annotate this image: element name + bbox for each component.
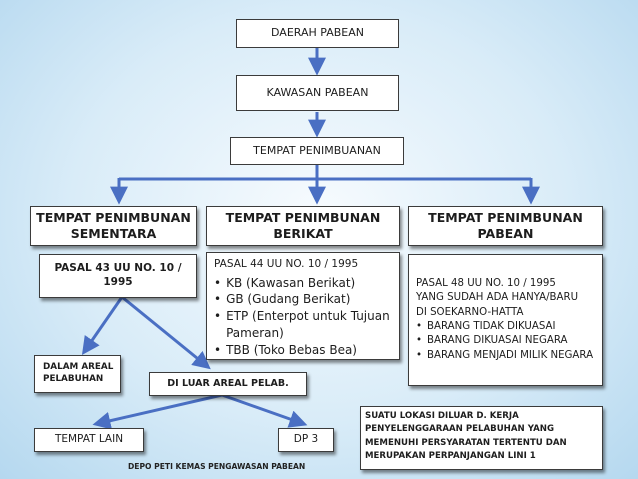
list-item: • BARANG TIDAK DIKUASAI [416,321,556,332]
list-item: • BARANG MENJADI MILIK NEGARA [416,349,594,361]
arrow-pasal43-to-dalam [84,297,122,352]
node-tempat-penimbunan-berikat [206,206,400,246]
list-item: • ETP (Enterpot untuk Tujuan Pameran) [214,309,390,341]
node-label: PASAL 43 UU NO. 10 / 1995 [54,262,182,288]
pasal44-list [214,275,392,359]
node-label: DI LUAR AREAL PELAB. [167,377,289,389]
node-label: KAWASAN PABEAN [266,85,369,99]
node-tempat-lain [34,428,144,452]
description-line: MEMENUHI PERSYARATAN TERTENTU DAN [365,437,567,448]
pasal48-line: DI SOEKARNO-HATTA [416,306,524,318]
list-item: • TBB (Toko Bebas Bea) [214,342,357,357]
node-pasal-43 [39,254,197,298]
node-label: TEMPAT LAIN [54,433,124,446]
node-label: TEMPAT PENIMBUNAN PABEAN [428,210,583,241]
node-label: DAERAH PABEAN [271,26,364,40]
node-di-luar-areal [149,372,307,396]
node-pasal-48 [408,254,603,386]
depo-caption: DEPO PETI KEMAS PENGAWASAN PABEAN [128,462,306,471]
node-label: TEMPAT PENIMBUANAN [253,143,381,157]
arrow-luar-to-dp3 [222,395,304,424]
pasal48-title: PASAL 48 UU NO. 10 / 1995 [416,277,556,289]
node-dp3 [278,428,334,452]
list-item: • BARANG DIKUASAI NEGARA [416,335,568,347]
node-kawasan-pabean [236,75,399,111]
list-item: • GB (Gudang Berikat) [214,292,351,307]
node-label: DALAM AREAL PELABUHAN [43,362,114,384]
description-line: PENYELENGGARAAN PELABUHAN YANG [365,424,555,435]
node-dp3-description [360,406,603,470]
node-tempat-penimbunan-pabean [408,206,603,246]
description-line: MERUPAKAN PERPANJANGAN LINI 1 [365,450,536,461]
node-label: TEMPAT PENIMBUNAN BERIKAT [225,210,381,241]
node-tempat-penimbuanan [230,137,404,165]
pasal44-title: PASAL 44 UU NO. 10 / 1995 [214,258,359,270]
arrow-pasal43-to-luar [122,297,208,367]
node-pasal-44 [206,252,400,360]
node-label: TEMPAT PENIMBUNAN SEMENTARA [36,210,191,241]
description-line: SUATU LOKASI DILUAR D. KERJA [365,411,519,421]
node-daerah-pabean [236,19,399,48]
list-item: • KB (Kawasan Berikat) [214,275,356,290]
node-dalam-areal-pelabuhan [34,355,121,393]
pasal48-list [416,320,593,363]
node-label: DP 3 [293,433,319,446]
pasal48-line: YANG SUDAH ADA HANYA/BARU [416,292,579,304]
node-tempat-penimbunan-sementara [30,206,197,246]
arrow-luar-to-tempat-lain [96,395,222,424]
